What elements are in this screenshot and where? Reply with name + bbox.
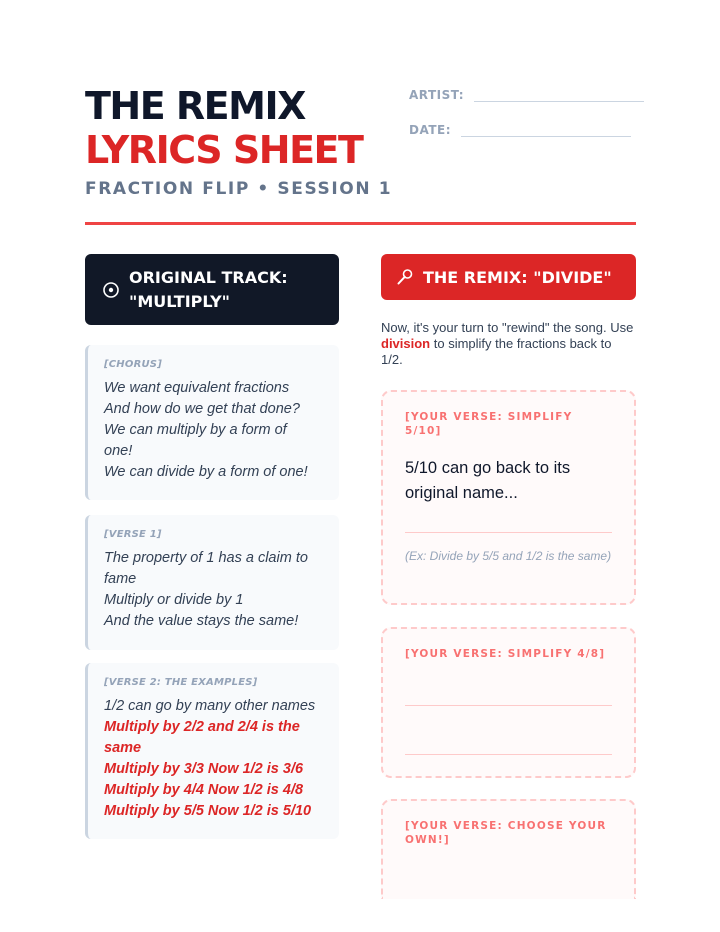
chorus-tag: [CHORUS] [104,359,162,370]
verse2-card [85,663,339,839]
remix-instructions [381,320,636,368]
lyric-line-highlight: Multiply by 5/5 Now 1/2 is 5/10 [104,803,312,819]
box-tag: [YOUR VERSE: SIMPLIFY 5/10] [405,411,573,437]
artist-write-line[interactable] [474,88,644,102]
date-write-line[interactable] [461,123,631,137]
instructions-text-1: Now, it's your turn to "rewind" the song. Use [381,320,634,335]
lyric-line: Multiply or divide by 1 [104,592,244,608]
remix-title: THE REMIX: "DIVIDE" [423,267,612,287]
instructions-highlight: division [381,336,431,351]
lyric-line: 1/2 can go by many other names [104,698,316,714]
box-tag: [YOUR VERSE: CHOOSE YOUR OWN!] [405,820,607,846]
lyric-line: The property of 1 has a claim to [104,550,308,566]
date-label: DATE: [409,123,451,137]
answer-line[interactable] [405,532,612,533]
artist-field [409,88,644,102]
box-hint: (Ex: Divide by 5/5 and 1/2 is the same) [405,549,612,563]
lyric-line: And the value stays the same! [104,613,299,629]
box-prompt: 5/10 can go back to its original name... [405,459,571,502]
lyric-line: We can divide by a form of one! [104,464,308,480]
artist-label: ARTIST: [409,88,465,102]
answer-line[interactable] [405,705,612,706]
title-line-1: THE REMIX [85,84,305,128]
verse1-card [85,515,339,650]
original-track-header [85,254,339,325]
date-field [409,123,631,137]
remix-header [381,254,636,300]
lyric-line-highlight: Multiply by 2/2 and 2/4 is the [104,719,300,735]
lyric-line-highlight: Multiply by 4/4 Now 1/2 is 4/8 [104,782,304,798]
title-line-2: LYRICS SHEET [85,128,363,172]
lyric-line: We can multiply by a form of [104,422,287,438]
microphone-icon [395,267,415,287]
lyric-line: We want equivalent fractions [104,380,290,396]
answer-line[interactable] [405,754,612,755]
subtitle: FRACTION FLIP • SESSION 1 [85,179,393,199]
lyric-line: fame [104,571,137,587]
chorus-card [85,345,339,500]
lyric-line-highlight: same [104,740,142,756]
instructions-text-2: to simplify the fractions back to 1/2. [381,336,612,367]
box-tag: [YOUR VERSE: SIMPLIFY 4/8] [405,648,606,660]
header-divider [85,222,636,225]
verse-box-simplify-4-8 [381,627,636,778]
verse2-tag: [VERSE 2: THE EXAMPLES] [104,677,258,688]
verse-box-choose-your-own [381,799,636,899]
original-track-title: ORIGINAL TRACK: "MULTIPLY" [129,267,288,311]
lyric-line-highlight: Multiply by 3/3 Now 1/2 is 3/6 [104,761,304,777]
disc-icon [101,280,121,300]
lyric-line: one! [104,443,133,459]
verse-box-simplify-5-10 [381,390,636,605]
verse1-tag: [VERSE 1] [104,529,162,540]
lyric-line: And how do we get that done? [104,401,300,417]
